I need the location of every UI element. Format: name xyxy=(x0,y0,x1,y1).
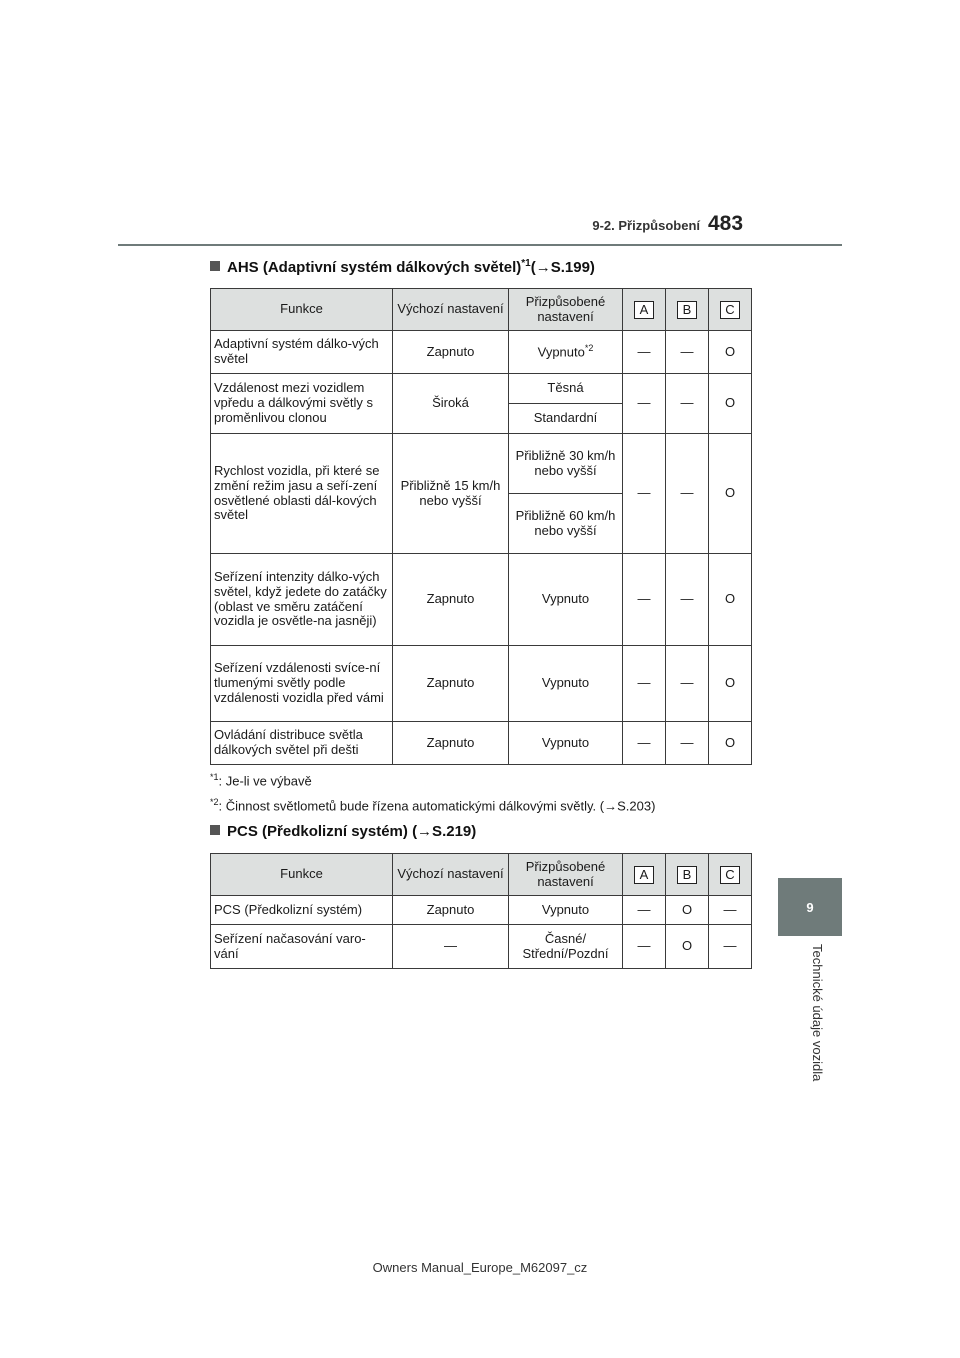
cell-funkce: Rychlost vozidla, při které se změní režim jasu a seří-zení osvětlené oblasti dál-kových světel xyxy=(211,434,393,554)
square-bullet-icon xyxy=(210,261,220,271)
cell-b: — xyxy=(666,374,709,434)
cell-c: O xyxy=(709,374,752,434)
col-header-c xyxy=(709,854,752,896)
table-row xyxy=(211,646,752,722)
cell-c: — xyxy=(709,925,752,969)
cell-c: O xyxy=(709,722,752,765)
table-row xyxy=(211,554,752,646)
square-bullet-icon xyxy=(210,825,220,835)
footnote-2 xyxy=(210,797,655,813)
footer-text: Owners Manual_Europe_M62097_cz xyxy=(372,1260,588,1275)
cell-funkce: Seřízení vzdálenosti svíce-ní tlumenými světly podle vzdálenosti vozidla před vámi xyxy=(211,646,393,722)
cell-funkce: Ovládání distribuce světla dálkových světel při dešti xyxy=(211,722,393,765)
cell-a: — xyxy=(623,554,666,646)
cell-default: Zapnuto xyxy=(393,646,509,722)
cell-a: — xyxy=(623,374,666,434)
cell-default: — xyxy=(393,925,509,969)
chapter-tab[interactable]: 9 xyxy=(778,878,842,936)
letter-a-box: A xyxy=(634,866,654,884)
cell-custom: Časné/ Střední/Pozdní xyxy=(509,925,623,969)
cell-custom: Vypnuto xyxy=(509,646,623,722)
cell-funkce: Seřízení intenzity dálko-vých světel, když jedete do zatáčky (oblast ve směru zatáčení vozidla je osvětle-na jasněji) xyxy=(211,554,393,646)
col-header-a xyxy=(623,854,666,896)
cell-custom: Vypnuto xyxy=(509,554,623,646)
cell-custom-option: Těsná xyxy=(509,374,623,404)
cell-default: Široká xyxy=(393,374,509,434)
cell-default: Zapnuto xyxy=(393,331,509,374)
footnote-mark: *1 xyxy=(210,772,219,782)
cell-b: — xyxy=(666,554,709,646)
cell-b: — xyxy=(666,722,709,765)
cell-funkce: Seřízení načasování varo-vání xyxy=(211,925,393,969)
letter-c-box: C xyxy=(720,866,740,884)
cell-a: — xyxy=(623,331,666,374)
table-row xyxy=(211,374,752,404)
cell-a: — xyxy=(623,925,666,969)
cell-a: — xyxy=(623,434,666,554)
section-title: 9-2. Přizpůsobení xyxy=(592,218,700,233)
table-row xyxy=(211,434,752,494)
col-header-funkce: Funkce xyxy=(211,289,393,331)
ahs-table xyxy=(210,288,752,765)
cell-custom xyxy=(509,331,623,374)
ahs-heading xyxy=(210,258,595,276)
table-row xyxy=(211,896,752,925)
cell-funkce: Adaptivní systém dálko-vých světel xyxy=(211,331,393,374)
cell-custom-option: Přibližně 60 km/h nebo vyšší xyxy=(509,494,623,554)
cell-a: — xyxy=(623,646,666,722)
table-row xyxy=(211,722,752,765)
footnote-text: : Činnost světlometů bude řízena automatickými dálkovými světly. (→S.203) xyxy=(218,798,656,814)
col-header-custom: Přizpůsobené nastavení xyxy=(509,289,623,331)
pcs-heading xyxy=(210,823,476,840)
col-header-b xyxy=(666,289,709,331)
header-divider xyxy=(118,244,842,246)
cell-a: — xyxy=(623,896,666,925)
cell-custom: Vypnuto xyxy=(509,896,623,925)
cell-default: Zapnuto xyxy=(393,554,509,646)
cell-c: — xyxy=(709,896,752,925)
cell-b: — xyxy=(666,331,709,374)
letter-b-box: B xyxy=(677,301,697,319)
ahs-heading-footnote-mark: *1 xyxy=(521,258,531,269)
pcs-heading-ref[interactable]: (→S.219) xyxy=(412,823,477,840)
table-row xyxy=(211,331,752,374)
cell-b: O xyxy=(666,896,709,925)
cell-default: Zapnuto xyxy=(393,896,509,925)
cell-default: Zapnuto xyxy=(393,722,509,765)
letter-b-box: B xyxy=(677,866,697,884)
cell-c: O xyxy=(709,554,752,646)
cell-default: Přibližně 15 km/h nebo vyšší xyxy=(393,434,509,554)
table-header-row xyxy=(211,854,752,896)
col-header-a xyxy=(623,289,666,331)
cell-custom: Vypnuto xyxy=(509,722,623,765)
col-header-c xyxy=(709,289,752,331)
cell-custom-option: Standardní xyxy=(509,404,623,434)
footnote-mark: *2 xyxy=(584,343,594,354)
chapter-title: Technické údaje vozidla xyxy=(810,944,825,1082)
cell-custom-text: Vypnuto xyxy=(537,344,585,360)
letter-c-box: C xyxy=(720,301,740,319)
table-row xyxy=(211,925,752,969)
col-header-funkce: Funkce xyxy=(211,854,393,896)
cell-funkce: PCS (Předkolizní systém) xyxy=(211,896,393,925)
letter-a-box: A xyxy=(634,301,654,319)
cell-c: O xyxy=(709,646,752,722)
col-header-default: Výchozí nastavení xyxy=(393,289,509,331)
ahs-heading-text: AHS (Adaptivní systém dálkových světel) xyxy=(227,259,522,276)
pcs-table xyxy=(210,853,752,969)
cell-b: — xyxy=(666,646,709,722)
pcs-heading-text: PCS (Předkolizní systém) xyxy=(227,823,408,840)
ahs-heading-ref[interactable]: (→S.199) xyxy=(530,259,595,276)
col-header-default: Výchozí nastavení xyxy=(393,854,509,896)
cell-b: O xyxy=(666,925,709,969)
footnote-text: : Je-li ve výbavě xyxy=(218,773,312,789)
footnote-mark: *2 xyxy=(210,797,219,807)
cell-c: O xyxy=(709,434,752,554)
cell-custom-option: Přibližně 30 km/h nebo vyšší xyxy=(509,434,623,494)
table-header-row xyxy=(211,289,752,331)
cell-c: O xyxy=(709,331,752,374)
footnote-1 xyxy=(210,772,312,788)
page-number: 483 xyxy=(708,212,744,235)
col-header-custom: Přizpůsobené nastavení xyxy=(509,854,623,896)
cell-b: — xyxy=(666,434,709,554)
cell-a: — xyxy=(623,722,666,765)
cell-funkce: Vzdálenost mezi vozidlem vpředu a dálkovými světly s proměnlivou clonou xyxy=(211,374,393,434)
col-header-b xyxy=(666,854,709,896)
